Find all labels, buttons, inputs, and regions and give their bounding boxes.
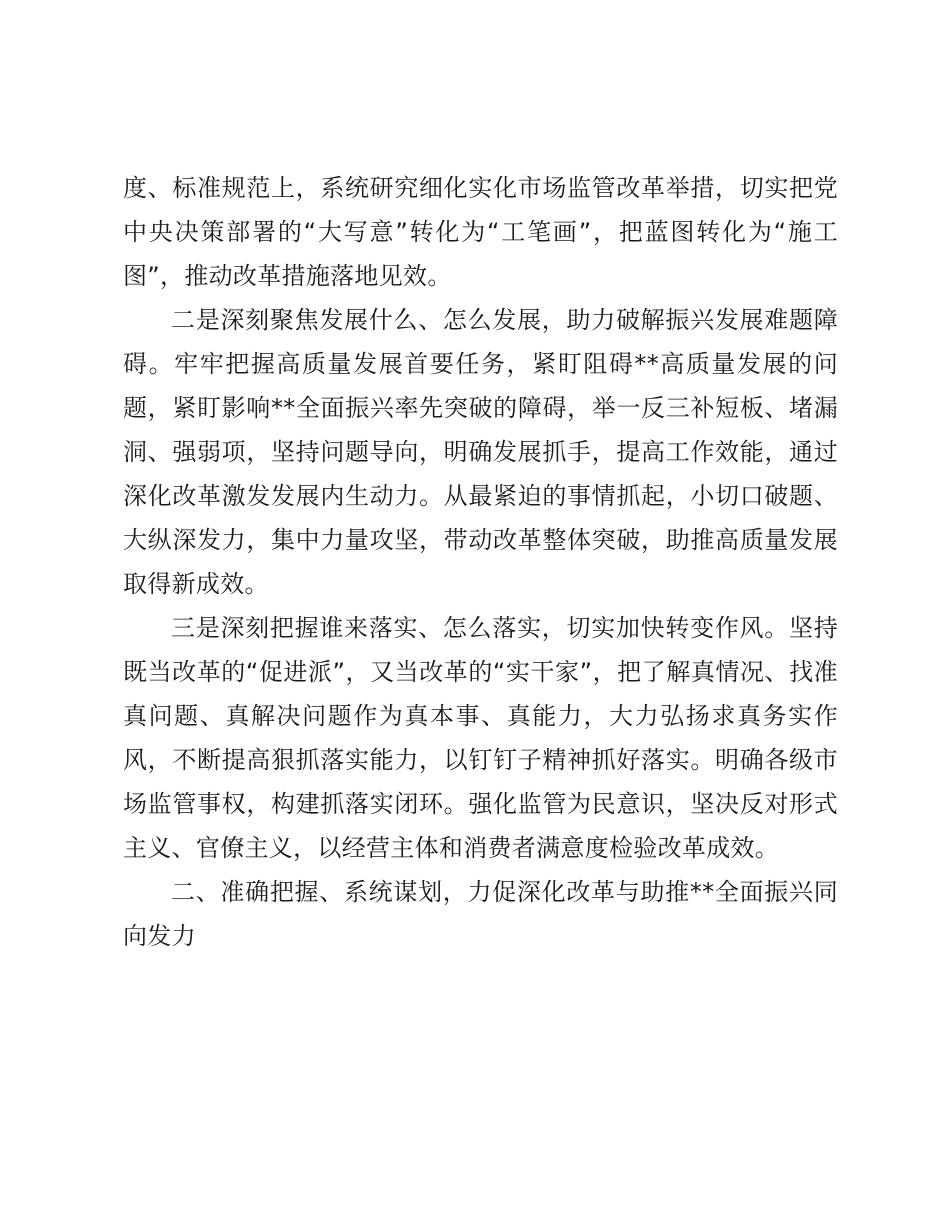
paragraph-point-two: 二是深刻聚焦发展什么、怎么发展，助力破解振兴发展难题障碍。牢牢把握高质量发展首要任务，紧盯阻碍**高质量发展的问题，紧盯影响**全面振兴率先突破的障碍，举一反三补短板、堵漏洞、强弱项，坚持问题导向，明确发展抓手，提高工作效能，通过深化改革激发发展内生动力。从最紧迫的事情抓起，小切口破题、大纵深发力，集中力量攻坚，带动改革整体突破，助推高质量发展取得新成效。 bbox=[123, 306, 838, 598]
paragraph-point-three: 三是深刻把握谁来落实、怎么落实，切实加快转变作风。坚持既当改革的“促进派”，又当改革的“实干家”，把了解真情况、找准真问题、真解决问题作为真本事、真能力，大力弘扬求真务实作风，不断提高狠抓落实能力，以钉钉子精神抓好落实。明确各级市场监管事权，构建抓落实闭环。强化监管为民意识，坚决反对形式主义、官僚主义，以经营主体和消费者满意度检验改革成效。 bbox=[123, 614, 838, 862]
document-page bbox=[123, 166, 838, 958]
section-heading: 二、准确把握、系统谋划，力促深化改革与助推**全面振兴同向发力 bbox=[123, 878, 838, 950]
paragraph-continuation: 度、标准规范上，系统研究细化实化市场监管改革举措，切实把党中央决策部署的“大写意”转化为“工笔画”，把蓝图转化为“施工图”，推动改革措施落地见效。 bbox=[123, 174, 838, 290]
